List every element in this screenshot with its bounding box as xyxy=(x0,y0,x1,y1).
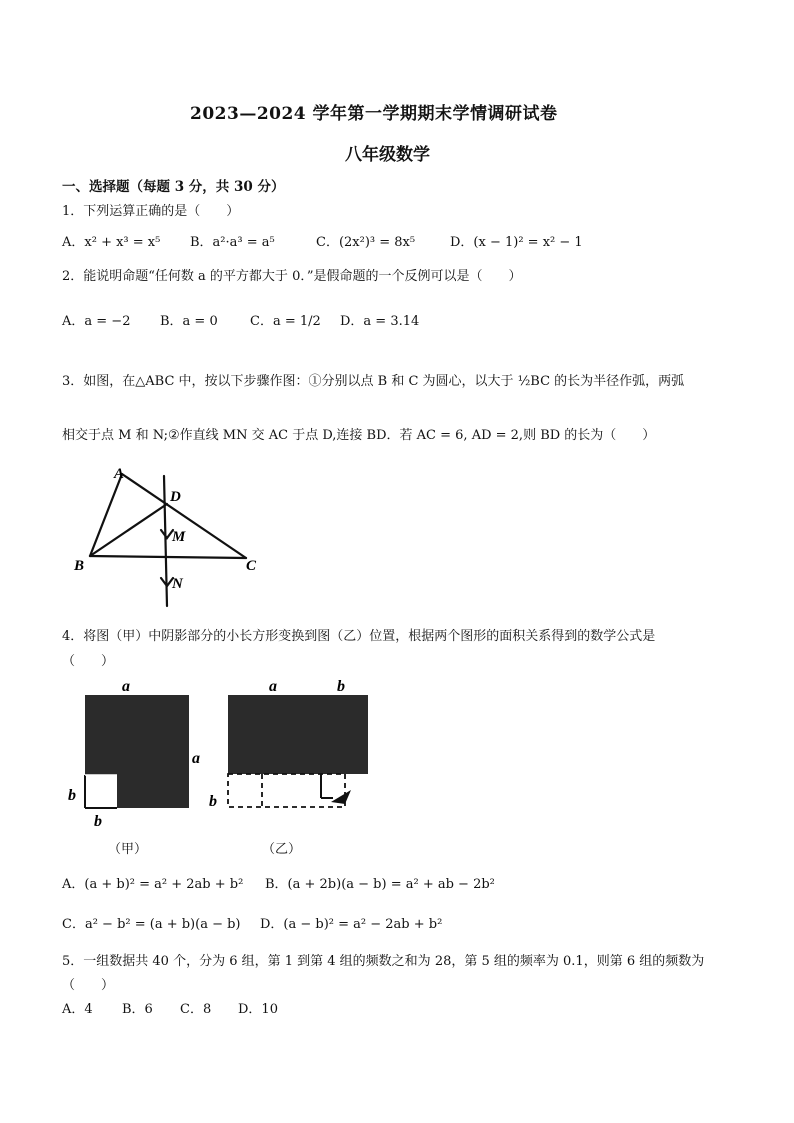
question-2-option-d: D．a = 3.14 xyxy=(340,314,420,329)
question-4-option-d: D．(a − b)² = a² − 2ab + b² xyxy=(260,917,443,932)
label-a: A xyxy=(114,466,125,482)
page-title: 2023—2024 学年第一学期期末学情调研试卷 xyxy=(190,104,558,124)
question-5-option-d: D．10 xyxy=(238,1002,278,1017)
label-right-a: a xyxy=(192,750,200,767)
figure-yi xyxy=(205,672,380,832)
figure-jia xyxy=(62,672,222,832)
label-d: D xyxy=(170,489,181,505)
label-a: a xyxy=(269,678,277,695)
question-5-line-2: （ ） xyxy=(62,978,115,993)
question-3-line-1: 3．如图，在△ABC 中，按以下步骤作图：①分别以点 B 和 C 为圆心，以大于 ½BC 的长为半径作弧，两弧 xyxy=(62,374,685,389)
question-4-line-1: 4．将图（甲）中阴影部分的小长方形变换到图（乙）位置，根据两个图形的面积关系得到的数学公式是 xyxy=(62,629,656,644)
question-1-option-a: A．x² + x³ = x⁵ xyxy=(62,235,161,250)
question-4-option-b: B．(a + 2b)(a − b) = a² + ab − 2b² xyxy=(265,877,495,892)
label-n: N xyxy=(172,576,183,592)
question-2-stem: 2．能说明命题“任何数 a 的平方都大于 0．”是假命题的一个反例可以是（ ） xyxy=(62,269,522,284)
question-5-option-b: B．6 xyxy=(122,1002,153,1017)
label-left-b: b xyxy=(209,793,217,810)
label-bottom-b: b xyxy=(94,813,102,830)
page-subtitle: 八年级数学 xyxy=(345,145,430,165)
triangle-figure xyxy=(60,460,280,610)
question-1-stem: 1．下列运算正确的是（ ） xyxy=(62,204,240,219)
question-1-option-c: C．(2x²)³ = 8x⁵ xyxy=(316,235,416,250)
label-top-a: a xyxy=(122,678,130,695)
segment-bc xyxy=(90,556,246,558)
rectangle-shaded-region xyxy=(228,695,368,774)
question-1-option-d: D．(x − 1)² = x² − 1 xyxy=(450,235,583,250)
question-4-option-c: C．a² − b² = (a + b)(a − b) xyxy=(62,917,241,932)
dashed-strip xyxy=(228,774,345,807)
question-5-line-1: 5．一组数据共 40 个，分为 6 组，第 1 到第 4 组的频数之和为 28，第 5 组的频率为 0.1，则第 6 组的频数为 xyxy=(62,954,705,969)
label-m: M xyxy=(172,529,186,545)
label-left-b: b xyxy=(68,787,76,804)
question-4-line-2: （ ） xyxy=(62,654,115,669)
question-5-option-a: A．4 xyxy=(62,1002,93,1017)
label-c: C xyxy=(246,558,257,574)
question-3-line-2: 相交于点 M 和 N;②作直线 MN 交 AC 于点 D,连接 BD．若 AC = 6, AD = 2,则 BD 的长为（ ） xyxy=(62,428,656,443)
question-2-option-a: A．a = −2 xyxy=(62,314,131,329)
question-5-option-c: C．8 xyxy=(180,1002,212,1017)
caption-yi: （乙） xyxy=(262,842,302,857)
label-b: b xyxy=(337,678,345,695)
section-heading: 一、选择题（每题 3 分，共 30 分） xyxy=(62,179,285,195)
segment-ac xyxy=(122,474,246,558)
question-2-option-c: C．a = 1/2 xyxy=(250,314,321,329)
caption-jia: （甲） xyxy=(108,842,148,857)
label-b: B xyxy=(74,558,85,574)
segment-ab xyxy=(90,474,122,556)
small-square-cutout xyxy=(85,775,117,808)
question-2-option-b: B．a = 0 xyxy=(160,314,218,329)
question-1-option-b: B．a²·a³ = a⁵ xyxy=(190,235,275,250)
segment-bd xyxy=(90,504,167,556)
move-arrow-icon xyxy=(331,790,351,804)
question-4-option-a: A．(a + b)² = a² + 2ab + b² xyxy=(62,877,244,892)
